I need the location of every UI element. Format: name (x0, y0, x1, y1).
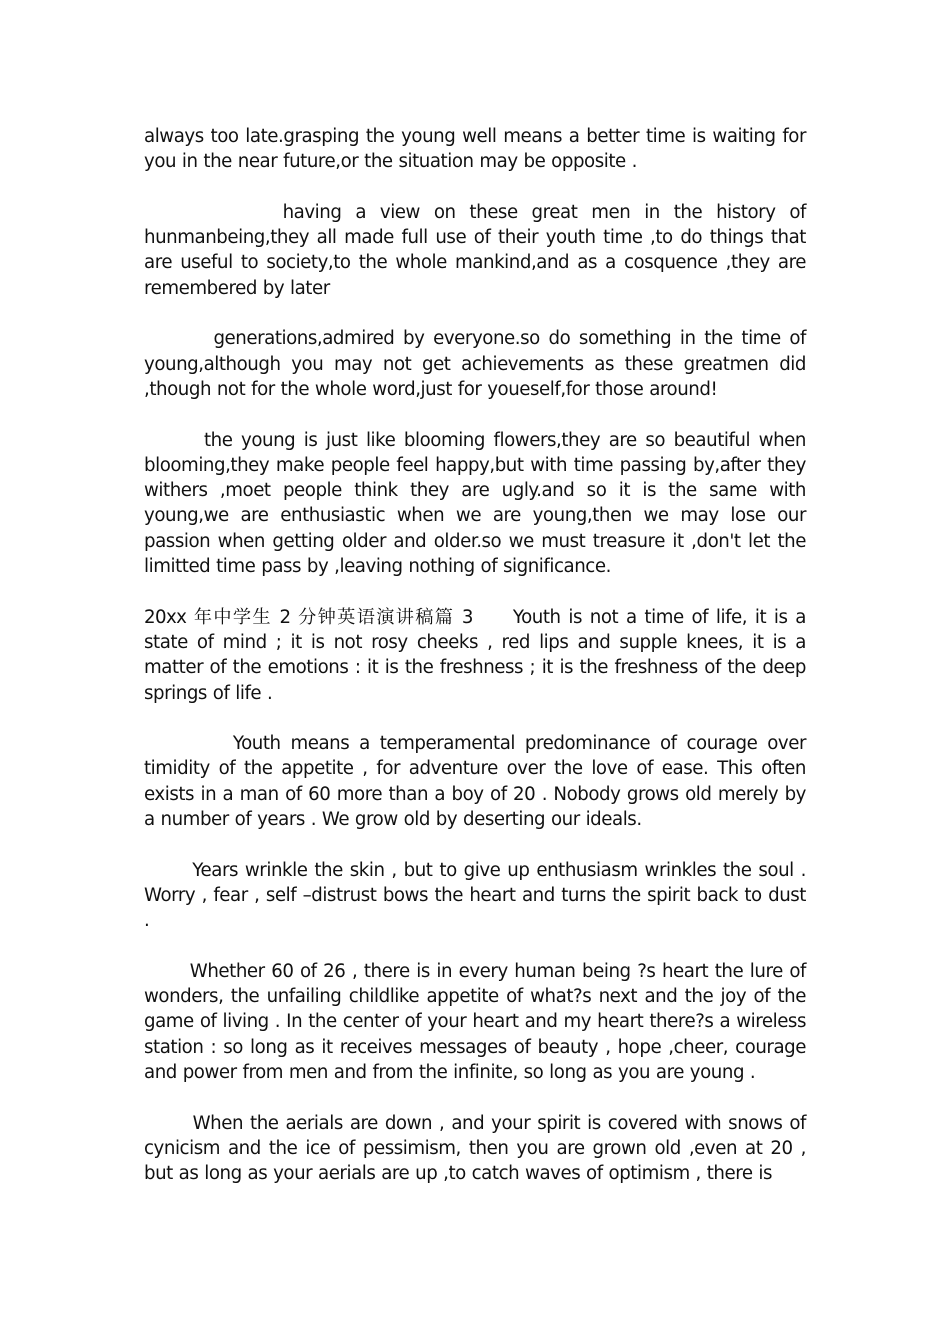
paragraph-generations: generations,admired by everyone.so do something in the time of young,although you may not get achievements as these greatmen did ,though not for the whole word,just for youeself,for those around! (144, 328, 806, 400)
paragraph-great-men: having a view on these great men in the history of hunmanbeing,they all made full use of their youth time ,to do things that are useful to society,to the whole mankind,and as a cosquence ,they are remembered by later (144, 201, 806, 299)
paragraph-youth-means: Youth means a temperamental predominance of courage over timidity of the appetite , for adventure over the love of ease. This often exists in a man of 60 more than a boy of 20 . Nobody grows old merely by a number of years . We grow old by deserting our ideals. (144, 733, 806, 831)
section-heading: 20xx 年中学生 2 分钟英语演讲稿篇 3 (144, 606, 473, 628)
section-first-paragraph: Youth is not a time of life, it is a state of mind ; it is not rosy cheeks , red lips and supple knees, it is a matter of the emotions : it is the freshness ; it is the freshness of the deep springs of life . (144, 606, 806, 704)
paragraph-whether-sixty: Whether 60 of 26 , there is in every human being ?s heart the lure of wonders, the unfailing childlike appetite of what?s next and the joy of the game of living . In the center of your heart and my heart there?s a wireless station : so long as it receives messages of beauty , hope ,cheer, courage and power from men and from the infinite, so long as you are young . (144, 960, 806, 1083)
section-paragraph (144, 605, 806, 706)
paragraph-continuation: always too late.grasping the young well means a better time is waiting for you in the near future,or the situation may be opposite . (144, 126, 806, 173)
paragraph-blooming-flowers: the young is just like blooming flowers,they are so beautiful when blooming,they make people feel happy,but with time passing by,after they withers ,moet people think they are ugly.and so it is the same with young,we are enthusiastic when we are young,then we may lose our passion when getting older and older.so we must treasure it ,don't let the limitted time pass by ,leaving nothing of significance. (144, 429, 806, 578)
document-body (144, 124, 806, 1186)
paragraph-aerials: When the aerials are down , and your spirit is covered with snows of cynicism and the ice of pessimism, then you are grown old ,even at 20 , but as long as your aerials are up ,to catch waves of optimism , there is (144, 1112, 806, 1185)
paragraph-years-wrinkle: Years wrinkle the skin , but to give up enthusiasm wrinkles the soul . Worry , fear , self –distrust bows the heart and turns the spirit back to dust . (144, 859, 806, 932)
